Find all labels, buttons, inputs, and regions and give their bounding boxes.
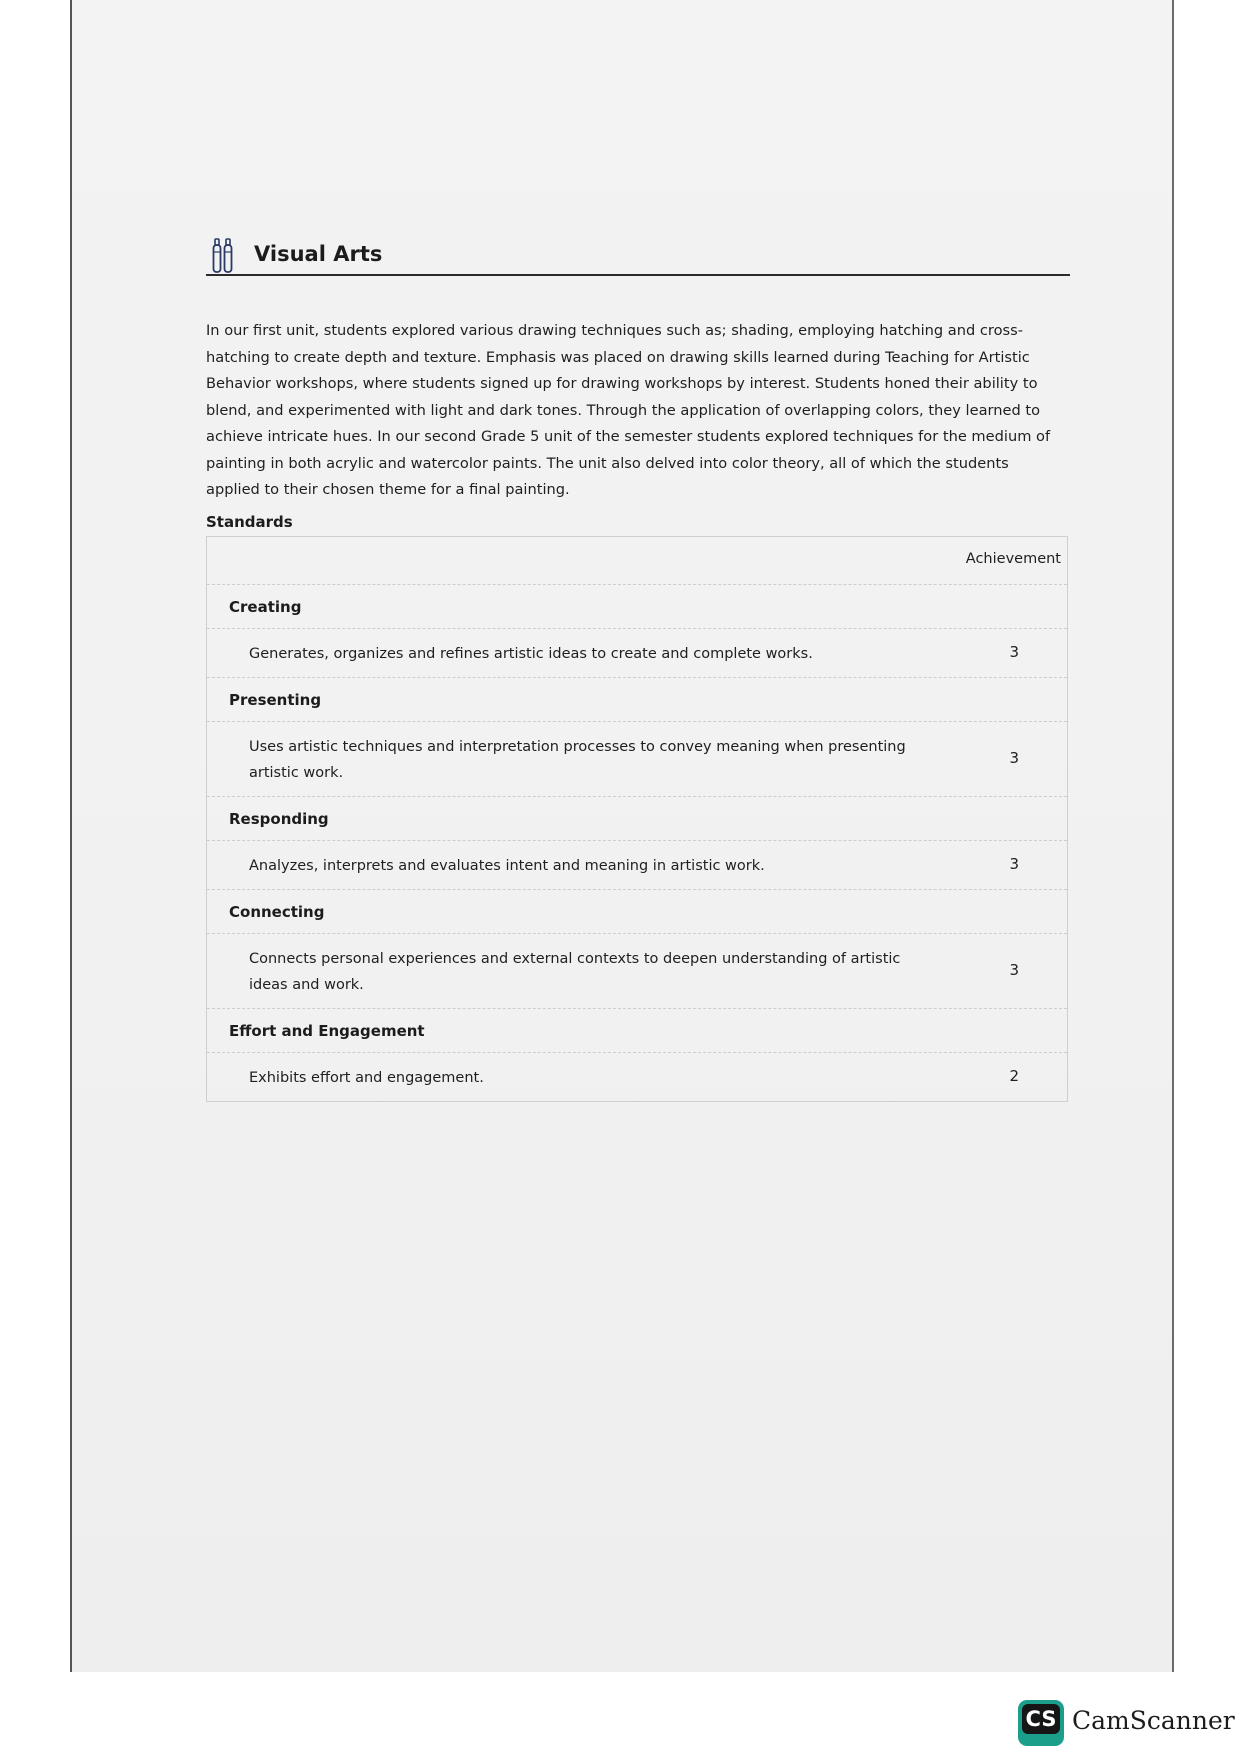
standard-row — [207, 629, 1067, 678]
category-label: Connecting — [229, 903, 325, 921]
camscanner-watermark: CamScanner — [1072, 1706, 1235, 1735]
category-row-presenting — [207, 678, 1067, 722]
standard-row — [207, 1053, 1067, 1101]
section-header — [212, 236, 1072, 276]
camscanner-logo-text: CS — [1022, 1704, 1060, 1734]
achievement-score: 2 — [1009, 1067, 1019, 1086]
standard-row — [207, 934, 1067, 1009]
achievement-score: 3 — [1009, 749, 1019, 768]
standards-table — [206, 536, 1068, 1102]
standards-heading: Standards — [206, 513, 293, 531]
category-row-connecting — [207, 890, 1067, 934]
page-edge-shadow — [70, 0, 72, 1672]
standard-row — [207, 841, 1067, 890]
category-label: Effort and Engagement — [229, 1022, 425, 1040]
achievement-score: 3 — [1009, 643, 1019, 662]
standard-description: Generates, organizes and refines artistic ideas to create and complete works. — [249, 646, 813, 662]
category-label: Creating — [229, 598, 302, 616]
header-divider — [206, 274, 1070, 276]
category-row-creating — [207, 585, 1067, 629]
section-title: Visual Arts — [254, 242, 383, 266]
camscanner-logo-icon — [1018, 1700, 1064, 1746]
achievement-score: 3 — [1009, 855, 1019, 874]
category-row-responding — [207, 797, 1067, 841]
category-label: Responding — [229, 810, 329, 828]
category-label: Presenting — [229, 691, 322, 709]
standard-description: Analyzes, interprets and evaluates intent and meaning in artistic work. — [249, 858, 765, 874]
standard-description: Uses artistic techniques and interpretation processes to convey meaning when presenting artistic work. — [249, 739, 906, 781]
paint-tubes-icon — [212, 236, 234, 274]
unit-description: In our first unit, students explored various drawing techniques such as; shading, employing hatching and cross-hatching to create depth and texture. Emphasis was placed on drawing skills learned during Teaching for Artistic Behavior workshops, where students signed up for drawing workshops by interest. Students honed their ability to blend, and experimented with light and dark tones. Through the application of overlapping colors, they learned to achieve intricate hues. In our second Grade 5 unit of the semester students explored techniques for the medium of painting in both acrylic and watercolor paints. The unit also delved into color theory, all of which the students applied to their chosen theme for a final painting. — [206, 322, 1051, 498]
achievement-score: 3 — [1009, 961, 1019, 980]
table-header-row — [207, 537, 1067, 585]
achievement-column-header: Achievement — [965, 551, 1061, 567]
standard-description: Connects personal experiences and external contexts to deepen understanding of artistic ideas and work. — [249, 951, 901, 993]
category-row-effort — [207, 1009, 1067, 1053]
standard-row — [207, 722, 1067, 797]
standard-description: Exhibits effort and engagement. — [249, 1070, 484, 1086]
